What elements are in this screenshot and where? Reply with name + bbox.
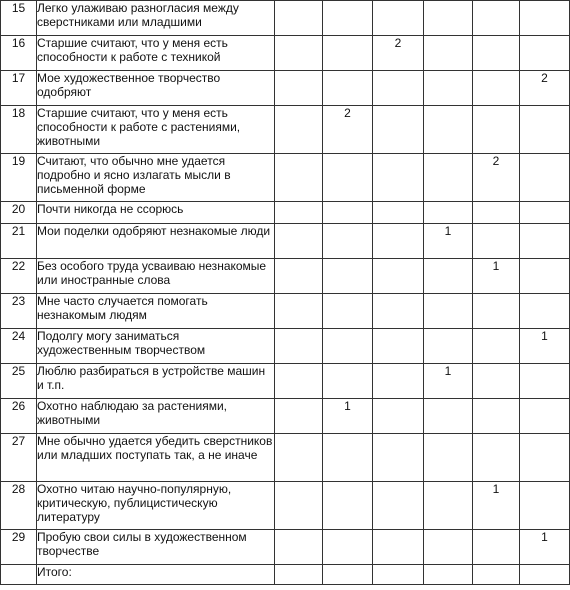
- score-cell: [275, 482, 323, 530]
- score-cell: [323, 202, 373, 224]
- score-cell: [373, 530, 424, 565]
- score-cell: [520, 294, 570, 329]
- score-cell: [275, 364, 323, 399]
- total-number-cell: [1, 565, 37, 585]
- score-cell: [473, 399, 520, 434]
- score-cell: [373, 259, 424, 294]
- score-cell: 2: [373, 36, 424, 71]
- row-number: 18: [1, 106, 37, 154]
- table-row: [1, 530, 570, 565]
- score-cell: [275, 154, 323, 202]
- table-row: [1, 434, 570, 482]
- score-cell: 2: [473, 154, 520, 202]
- score-cell: [424, 71, 473, 106]
- table-row: [1, 329, 570, 364]
- score-cell: [520, 154, 570, 202]
- score-cell: [323, 224, 373, 259]
- score-cell: [275, 202, 323, 224]
- row-number: 17: [1, 71, 37, 106]
- row-number: 22: [1, 259, 37, 294]
- table-body: [1, 1, 570, 585]
- row-number: 16: [1, 36, 37, 71]
- score-cell: 2: [520, 71, 570, 106]
- score-cell: [323, 71, 373, 106]
- row-number: 24: [1, 329, 37, 364]
- statement-text: Почти никогда не ссорюсь: [37, 202, 275, 224]
- table-row: [1, 364, 570, 399]
- score-cell: [520, 106, 570, 154]
- row-number: 25: [1, 364, 37, 399]
- table-row: [1, 36, 570, 71]
- score-cell: [424, 482, 473, 530]
- score-cell: [520, 224, 570, 259]
- total-score-cell: [373, 565, 424, 585]
- score-cell: [424, 259, 473, 294]
- score-cell: [473, 434, 520, 482]
- score-cell: [323, 36, 373, 71]
- score-cell: [424, 154, 473, 202]
- statement-text: Подолгу могу заниматься художественным творчеством: [37, 329, 275, 364]
- score-cell: [424, 36, 473, 71]
- score-cell: [520, 434, 570, 482]
- row-number: 19: [1, 154, 37, 202]
- score-cell: [275, 36, 323, 71]
- row-number: 27: [1, 434, 37, 482]
- score-cell: [275, 434, 323, 482]
- score-cell: [373, 106, 424, 154]
- score-cell: [373, 1, 424, 36]
- score-cell: [473, 530, 520, 565]
- score-cell: [275, 71, 323, 106]
- row-number: 23: [1, 294, 37, 329]
- score-cell: [373, 434, 424, 482]
- score-cell: [373, 294, 424, 329]
- statement-text: Охотно наблюдаю за растениями, животными: [37, 399, 275, 434]
- score-cell: [424, 294, 473, 329]
- score-cell: [373, 71, 424, 106]
- score-cell: [424, 399, 473, 434]
- statement-text: Пробую свои силы в художественном творчестве: [37, 530, 275, 565]
- table-row: [1, 399, 570, 434]
- score-cell: [473, 36, 520, 71]
- score-cell: 1: [473, 482, 520, 530]
- score-cell: [373, 224, 424, 259]
- table-row: [1, 1, 570, 36]
- score-cell: [373, 202, 424, 224]
- table-row: [1, 482, 570, 530]
- row-number: 26: [1, 399, 37, 434]
- statement-text: Охотно читаю научно-популярную, критическую, публицистическую литературу: [37, 482, 275, 530]
- table-row: [1, 224, 570, 259]
- table-row: [1, 294, 570, 329]
- score-cell: [473, 106, 520, 154]
- score-cell: [275, 106, 323, 154]
- score-cell: [424, 202, 473, 224]
- statement-text: Старшие считают, что у меня есть способности к работе с растениями, животными: [37, 106, 275, 154]
- score-cell: [373, 364, 424, 399]
- table-row: [1, 106, 570, 154]
- score-cell: [424, 106, 473, 154]
- row-number: 15: [1, 1, 37, 36]
- row-number: 28: [1, 482, 37, 530]
- score-cell: [323, 259, 373, 294]
- statement-text: Мне обычно удается убедить сверстников или младших поступать так, а не иначе: [37, 434, 275, 482]
- statement-text: Мои поделки одобряют незнакомые люди: [37, 224, 275, 259]
- score-cell: [520, 202, 570, 224]
- total-score-cell: [323, 565, 373, 585]
- score-cell: [323, 1, 373, 36]
- statement-text: Без особого труда усваиваю незнакомые или иностранные слова: [37, 259, 275, 294]
- score-cell: [275, 399, 323, 434]
- total-row: [1, 565, 570, 585]
- score-cell: [473, 224, 520, 259]
- score-cell: [473, 1, 520, 36]
- score-cell: [373, 329, 424, 364]
- score-cell: 1: [424, 364, 473, 399]
- score-cell: [275, 259, 323, 294]
- score-cell: 1: [323, 399, 373, 434]
- table-row: [1, 154, 570, 202]
- score-cell: [323, 154, 373, 202]
- table-row: [1, 71, 570, 106]
- score-cell: [473, 364, 520, 399]
- score-cell: [275, 1, 323, 36]
- score-cell: [275, 530, 323, 565]
- score-cell: 1: [520, 530, 570, 565]
- score-cell: [520, 399, 570, 434]
- statement-text: Мне часто случается помогать незнакомым людям: [37, 294, 275, 329]
- score-cell: [520, 259, 570, 294]
- score-cell: [424, 329, 473, 364]
- score-cell: [424, 530, 473, 565]
- row-number: 20: [1, 202, 37, 224]
- row-number: 29: [1, 530, 37, 565]
- score-cell: [373, 482, 424, 530]
- score-cell: [473, 294, 520, 329]
- score-cell: [323, 364, 373, 399]
- score-cell: [473, 329, 520, 364]
- score-cell: 1: [520, 329, 570, 364]
- statement-text: Старшие считают, что у меня есть способности к работе с техникой: [37, 36, 275, 71]
- table-row: [1, 202, 570, 224]
- score-cell: [473, 71, 520, 106]
- score-cell: [323, 329, 373, 364]
- score-cell: [520, 482, 570, 530]
- score-cell: [520, 36, 570, 71]
- statement-text: Легко улаживаю разногласия между сверстниками или младшими: [37, 1, 275, 36]
- score-cell: [275, 224, 323, 259]
- table-row: [1, 259, 570, 294]
- score-cell: [275, 329, 323, 364]
- score-cell: [424, 1, 473, 36]
- total-score-cell: [275, 565, 323, 585]
- score-cell: [323, 434, 373, 482]
- row-number: 21: [1, 224, 37, 259]
- score-cell: [424, 434, 473, 482]
- total-score-cell: [473, 565, 520, 585]
- score-cell: 1: [424, 224, 473, 259]
- score-cell: [323, 482, 373, 530]
- score-cell: [520, 1, 570, 36]
- score-cell: 1: [473, 259, 520, 294]
- score-cell: [520, 364, 570, 399]
- statement-text: Мое художественное творчество одобряют: [37, 71, 275, 106]
- total-score-cell: [520, 565, 570, 585]
- score-cell: [373, 399, 424, 434]
- score-cell: [323, 530, 373, 565]
- total-score-cell: [424, 565, 473, 585]
- statement-text: Люблю разбираться в устройстве машин и т.п.: [37, 364, 275, 399]
- score-cell: 2: [323, 106, 373, 154]
- score-cell: [473, 202, 520, 224]
- score-cell: [275, 294, 323, 329]
- score-cell: [323, 294, 373, 329]
- score-cell: [373, 154, 424, 202]
- total-label: Итого:: [37, 565, 275, 585]
- statement-text: Считают, что обычно мне удается подробно и ясно излагать мысли в письменной форме: [37, 154, 275, 202]
